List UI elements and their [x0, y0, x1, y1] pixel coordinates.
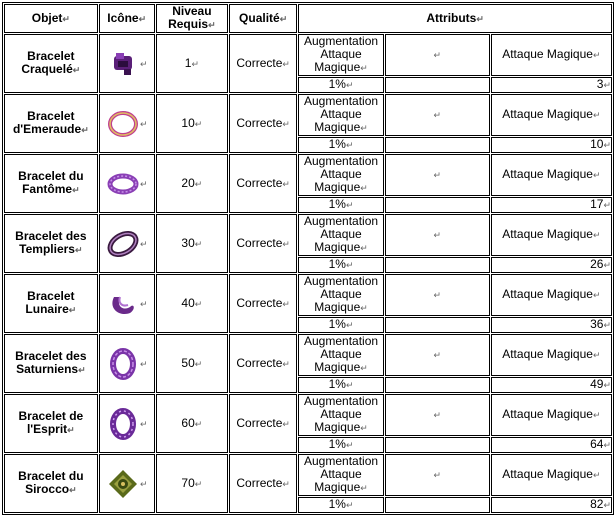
attribute-2-name: Attaque Magique↵	[491, 454, 612, 496]
emerald-bracelet-icon	[106, 116, 140, 130]
header-icone: Icône↵	[99, 4, 155, 33]
item-icon-cell: ↵	[99, 334, 155, 393]
item-name: Bracelet du Sirocco↵	[4, 454, 98, 513]
attribute-empty-cell: ↵	[385, 154, 490, 196]
attribute-2-name: Attaque Magique↵	[491, 94, 612, 136]
table-row	[4, 34, 612, 76]
attribute-empty-cell: ↵	[385, 454, 490, 496]
attribute-2-value: 17↵	[491, 197, 612, 213]
attribute-2-name: Attaque Magique↵	[491, 334, 612, 376]
attribute-1-name: Augmentation Attaque Magique↵	[298, 334, 384, 376]
attribute-1-value: 1%↵	[298, 377, 384, 393]
table-row	[4, 154, 612, 196]
item-name: Bracelet du Fantôme↵	[4, 154, 98, 213]
attribute-1-name: Augmentation Attaque Magique↵	[298, 154, 384, 196]
item-name: Bracelet Craquelé↵	[4, 34, 98, 93]
item-quality: Correcte↵	[229, 154, 297, 213]
attribute-2-name: Attaque Magique↵	[491, 154, 612, 196]
attribute-1-value: 1%↵	[298, 77, 384, 93]
item-icon-cell: ↵	[99, 214, 155, 273]
attribute-empty-value	[385, 197, 490, 213]
item-quality: Correcte↵	[229, 274, 297, 333]
attribute-empty-value	[385, 377, 490, 393]
attribute-1-name: Augmentation Attaque Magique↵	[298, 454, 384, 496]
attribute-1-value: 1%↵	[298, 497, 384, 513]
attribute-1-value: 1%↵	[298, 137, 384, 153]
templar-bracelet-icon	[106, 236, 140, 250]
attribute-1-name: Augmentation Attaque Magique↵	[298, 94, 384, 136]
attribute-empty-cell: ↵	[385, 214, 490, 256]
table-row	[4, 394, 612, 436]
item-name: Bracelet des Templiers↵	[4, 214, 98, 273]
item-icon-cell: ↵	[99, 454, 155, 513]
item-level: 70↵	[156, 454, 228, 513]
item-icon-cell: ↵	[99, 394, 155, 453]
item-quality: Correcte↵	[229, 334, 297, 393]
attribute-1-name: Augmentation Attaque Magique↵	[298, 214, 384, 256]
item-quality: Correcte↵	[229, 454, 297, 513]
item-quality: Correcte↵	[229, 214, 297, 273]
attribute-empty-cell: ↵	[385, 394, 490, 436]
item-level: 10↵	[156, 94, 228, 153]
attribute-2-name: Attaque Magique↵	[491, 394, 612, 436]
attribute-2-value: 10↵	[491, 137, 612, 153]
attribute-empty-cell: ↵	[385, 334, 490, 376]
attribute-empty-cell: ↵	[385, 34, 490, 76]
table-row	[4, 94, 612, 136]
attribute-2-name: Attaque Magique↵	[491, 214, 612, 256]
item-level: 1↵	[156, 34, 228, 93]
spirit-bracelet-icon	[106, 416, 140, 430]
attribute-2-value: 3↵	[491, 77, 612, 93]
item-level: 40↵	[156, 274, 228, 333]
attribute-empty-value	[385, 317, 490, 333]
item-level: 30↵	[156, 214, 228, 273]
item-icon-cell: ↵	[99, 34, 155, 93]
attribute-empty-cell: ↵	[385, 274, 490, 316]
item-quality: Correcte↵	[229, 394, 297, 453]
item-quality: Correcte↵	[229, 94, 297, 153]
item-icon-cell: ↵	[99, 154, 155, 213]
attribute-empty-value	[385, 77, 490, 93]
cracked-bracelet-icon	[106, 56, 140, 70]
bracelet-table	[2, 2, 614, 515]
item-level: 50↵	[156, 334, 228, 393]
item-name: Bracelet d'Emeraude↵	[4, 94, 98, 153]
item-quality: Correcte↵	[229, 34, 297, 93]
attribute-empty-value	[385, 257, 490, 273]
item-name: Bracelet Lunaire↵	[4, 274, 98, 333]
item-name: Bracelet de l'Esprit↵	[4, 394, 98, 453]
table-row	[4, 454, 612, 496]
attribute-1-name: Augmentation Attaque Magique↵	[298, 34, 384, 76]
attribute-1-value: 1%↵	[298, 257, 384, 273]
saturnian-bracelet-icon	[106, 356, 140, 370]
attribute-1-value: 1%↵	[298, 317, 384, 333]
attribute-2-value: 49↵	[491, 377, 612, 393]
header-niveau: Niveau Requis↵	[156, 4, 228, 33]
header-row	[4, 4, 612, 33]
attribute-empty-value	[385, 137, 490, 153]
attribute-1-value: 1%↵	[298, 197, 384, 213]
attribute-1-name: Augmentation Attaque Magique↵	[298, 274, 384, 316]
lunar-bracelet-icon	[106, 296, 140, 310]
item-name: Bracelet des Saturniens↵	[4, 334, 98, 393]
attribute-2-name: Attaque Magique↵	[491, 34, 612, 76]
item-level: 60↵	[156, 394, 228, 453]
table-row	[4, 214, 612, 256]
attribute-2-value: 36↵	[491, 317, 612, 333]
table-row	[4, 334, 612, 376]
attribute-empty-value	[385, 437, 490, 453]
attribute-2-name: Attaque Magique↵	[491, 274, 612, 316]
item-icon-cell: ↵	[99, 94, 155, 153]
header-attributs: Attributs↵	[298, 4, 612, 33]
attribute-empty-value	[385, 497, 490, 513]
attribute-2-value: 64↵	[491, 437, 612, 453]
attribute-empty-cell: ↵	[385, 94, 490, 136]
item-level: 20↵	[156, 154, 228, 213]
header-objet: Objet↵	[4, 4, 98, 33]
header-qualite: Qualité↵	[229, 4, 297, 33]
attribute-2-value: 26↵	[491, 257, 612, 273]
attribute-2-value: 82↵	[491, 497, 612, 513]
attribute-1-name: Augmentation Attaque Magique↵	[298, 394, 384, 436]
table-row	[4, 274, 612, 316]
item-icon-cell: ↵	[99, 274, 155, 333]
attribute-1-value: 1%↵	[298, 437, 384, 453]
phantom-bracelet-icon	[106, 176, 140, 190]
